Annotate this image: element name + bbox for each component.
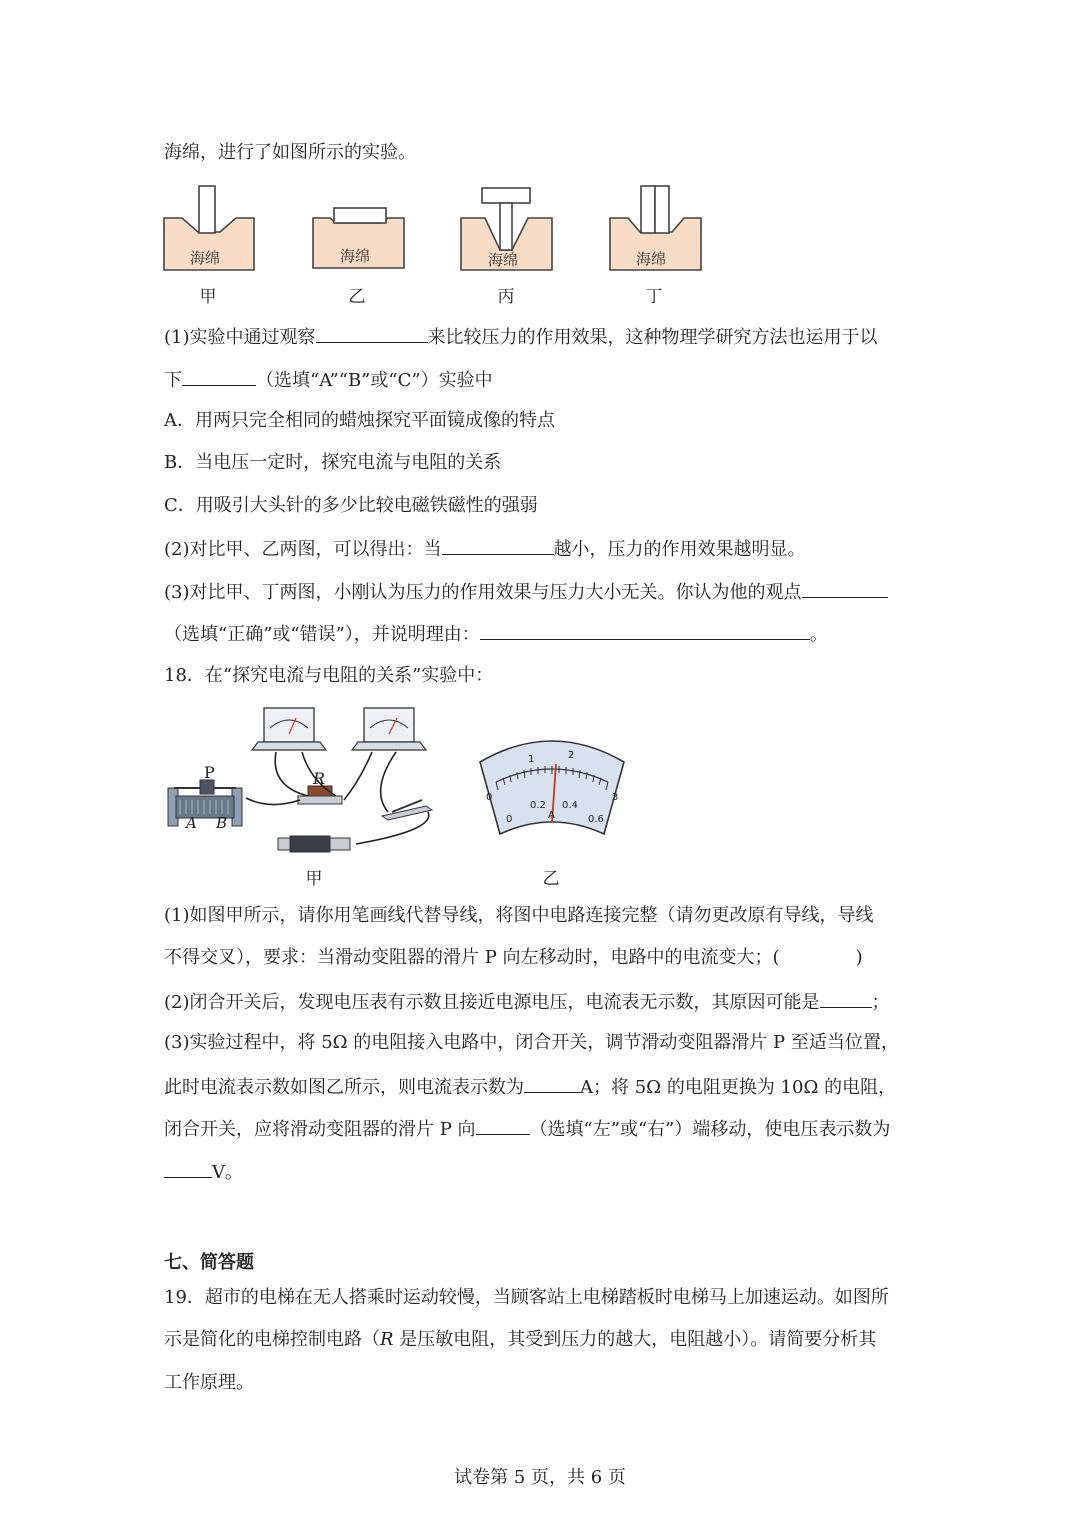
dial-upper-1: 1 <box>528 754 535 765</box>
q18-part3-line1: (3)实验过程中，将 5Ω 的电阻接入电路中，闭合开关，调节滑动变阻器滑片 P 至适当位置， <box>164 1032 899 1053</box>
q19-line1: 19．超市的电梯在无人搭乘时运动较慢，当顾客站上电梯踏板时电梯马上加速运动。如图所 <box>164 1287 889 1308</box>
sponge-label-bing: 海绵 <box>488 251 519 269</box>
dial-upper-0: 0 <box>486 792 493 803</box>
answer-blank[interactable] <box>164 1159 212 1178</box>
q17-option-b: B．当电压一定时，探究电流与电阻的关系 <box>164 452 502 473</box>
dial-upper-2: 2 <box>568 750 575 761</box>
q19-line2: 示是简化的电梯控制电路（R 是压敏电阻，其受到压力的越大，电阻越小）。请简要分析其 <box>164 1329 877 1350</box>
q18-part1-line1: (1)如图甲所示，请你用笔画线代替导线，将图中电路连接完整（请勿更改原有导线，导线 <box>164 905 874 926</box>
dial-lower-0-2: 0.2 <box>530 800 546 811</box>
label-a: A <box>186 814 197 832</box>
dial-lower-0-4: 0.4 <box>562 800 578 811</box>
sponge-label-yi: 海绵 <box>340 247 371 265</box>
answer-blank[interactable] <box>182 367 256 386</box>
answer-blank[interactable] <box>442 536 554 555</box>
label-r: R <box>313 769 326 788</box>
switch <box>382 800 432 820</box>
voltmeter <box>252 708 326 750</box>
dial-lower-0-6: 0.6 <box>588 814 604 825</box>
dial-unit: A <box>548 810 555 821</box>
sponge-ding <box>610 186 701 270</box>
section-heading: 七、简答题 <box>164 1252 254 1273</box>
sponge-label-ding: 海绵 <box>636 250 667 268</box>
answer-blank[interactable] <box>476 1116 530 1135</box>
caption-ding: 丁 <box>645 287 663 307</box>
label-b: B <box>216 814 228 832</box>
q18-part1-line2: 不得交叉），要求：当滑动变阻器的滑片 P 向左移动时，电路中的电流变大；( ) <box>164 947 863 968</box>
battery <box>278 836 350 852</box>
page-footer: 试卷第 5 页，共 6 页 <box>454 1467 626 1488</box>
q17-part1-line2: 下 （选填“A”“B”或“C”）实验中 <box>164 367 493 393</box>
caption-jia: 甲 <box>199 287 217 307</box>
dial-lower-0: 0 <box>506 814 513 825</box>
answer-blank[interactable] <box>480 621 810 640</box>
q17-part3-line2: （选填“正确”或“错误”），并说明理由： 。 <box>164 621 828 647</box>
sponge-label-jia: 海绵 <box>190 249 221 267</box>
sponge-figure <box>160 180 720 280</box>
ammeter-dial <box>472 734 632 844</box>
q17-option-a: A．用两只完全相同的蜡烛探究平面镜成像的特点 <box>164 410 555 431</box>
answer-blank[interactable] <box>316 324 428 343</box>
q18-part2: (2)闭合开关后，发现电压表有示数且接近电源电压，电流表无示数，其原因可能是 ； <box>164 989 890 1015</box>
answer-blank[interactable] <box>802 579 888 598</box>
rheostat <box>168 780 242 826</box>
q17-part2: (2)对比甲、乙两图，可以得出：当 越小，压力的作用效果越明显。 <box>164 536 806 562</box>
q19-line3: 工作原理。 <box>164 1372 254 1393</box>
q17-option-c: C．用吸引大头针的多少比较电磁铁磁性的强弱 <box>164 495 538 516</box>
sponge-jia <box>164 186 254 270</box>
dial-upper-3: 3 <box>612 792 619 803</box>
sponge-yi <box>313 208 404 268</box>
q18-part3-line4: V。 <box>164 1159 243 1185</box>
caption-circuit-jia: 甲 <box>305 869 323 889</box>
q18-part3-line3: 闭合开关，应将滑动变阻器的滑片 P 向 （选填“左”或“右”）端移动，使电压表示数为 <box>164 1116 890 1142</box>
ammeter <box>352 708 426 750</box>
caption-bing: 丙 <box>497 287 515 307</box>
caption-dial-yi: 乙 <box>542 869 560 889</box>
circuit-figure <box>160 700 440 860</box>
answer-blank[interactable] <box>524 1074 580 1093</box>
q17-part3-line1: (3)对比甲、丁两图，小刚认为压力的作用效果与压力大小无关。你认为他的观点 <box>164 579 888 605</box>
intro-line: 海绵，进行了如图所示的实验。 <box>164 142 416 163</box>
q18-part3-line2: 此时电流表示数如图乙所示，则电流表示数为 A；将 5Ω 的电阻更换为 10Ω 的电阻， <box>164 1074 896 1100</box>
label-p: P <box>204 763 215 782</box>
sponge-bing <box>461 188 552 270</box>
q18-title: 18．在“探究电流与电阻的关系”实验中： <box>164 665 494 686</box>
caption-yi: 乙 <box>348 287 366 307</box>
q17-part1-line1: (1)实验中通过观察 来比较压力的作用效果，这种物理学研究方法也运用于以 <box>164 324 878 350</box>
answer-blank[interactable] <box>820 989 872 1008</box>
